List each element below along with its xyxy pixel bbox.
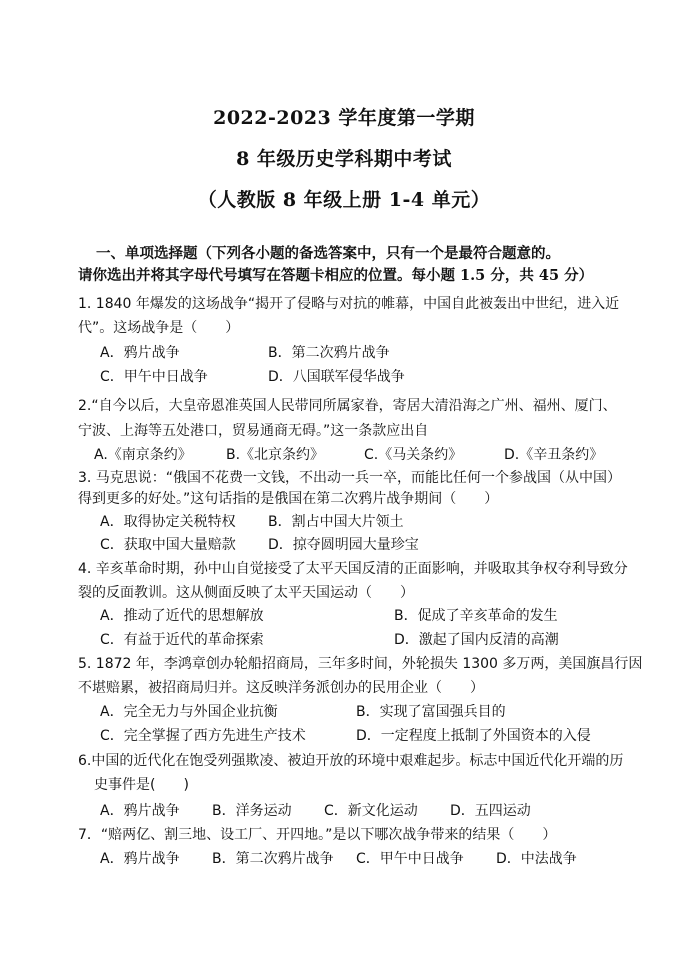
question-2-text-line2: 宁波、上海等五处港口，贸易通商无碍。”这一条款应出自: [78, 423, 429, 439]
question-7-text-line1: 7．“赔两亿、割三地、设工厂、开四地。”是以下哪次战争带来的结果（ ）: [78, 827, 557, 843]
question-5-option-d[interactable]: D．一定程度上抵制了外国资本的入侵: [356, 728, 591, 744]
question-1-option-c[interactable]: C．甲午中日战争: [100, 369, 208, 385]
section-heading-line1: 一、单项选择题（下列各小题的备选答案中，只有一个是最符合题意的。: [96, 245, 560, 262]
question-4-option-d[interactable]: D．激起了国内反清的高潮: [394, 632, 559, 648]
question-3-text-line2: 得到更多的好处。”这句话指的是俄国在第二次鸦片战争期间（ ）: [78, 491, 499, 507]
question-4-option-c[interactable]: C．有益于近代的革命探索: [100, 632, 264, 648]
question-4-text-line2: 裂的反面教训。这从侧面反映了太平天国运动（ ）: [78, 585, 414, 601]
question-5-option-b[interactable]: B．实现了富国强兵目的: [356, 704, 506, 720]
question-5-text-line2: 不堪赔累，被招商局归并。这反映洋务派创办的民用企业（ ）: [78, 680, 484, 696]
question-7-option-d[interactable]: D．中法战争: [496, 851, 577, 867]
question-3-option-c[interactable]: C．获取中国大量赔款: [100, 537, 236, 553]
question-3-option-a[interactable]: A．取得协定关税特权: [100, 514, 236, 530]
question-2-option-b[interactable]: B.《北京条约》: [226, 447, 325, 463]
exam-title-subject: 8 年级历史学科期中考试: [236, 148, 452, 170]
question-1-option-d[interactable]: D．八国联军侵华战争: [268, 369, 405, 385]
question-6-text-line1: 6.中国的近代化在饱受列强欺凌、被迫开放的环境中艰难起步。标志中国近代化开端的历: [78, 753, 624, 769]
question-6-option-c[interactable]: C．新文化运动: [324, 803, 418, 819]
question-4-text-line1: 4. 辛亥革命时期，孙中山自觉接受了太平天国反清的正面影响，并吸取其争权夺利导致分: [78, 561, 628, 577]
question-3-option-d[interactable]: D．掠夺圆明园大量珍宝: [268, 537, 419, 553]
section-heading-line2: 请你选出并将其字母代号填写在答题卡相应的位置。每小题 1.5 分，共 45 分）: [78, 267, 594, 284]
question-7-option-a[interactable]: A．鸦片战争: [100, 851, 180, 867]
question-6-text-line2: 史事件是( ): [94, 777, 189, 793]
question-6-option-d[interactable]: D．五四运动: [450, 803, 531, 819]
question-7-option-b[interactable]: B．第二次鸦片战争: [212, 851, 334, 867]
question-1-option-a[interactable]: A．鸦片战争: [100, 345, 180, 361]
question-5-option-a[interactable]: A．完全无力与外国企业抗衡: [100, 704, 278, 720]
question-6-option-b[interactable]: B．洋务运动: [212, 803, 292, 819]
question-2-text-line1: 2.“自今以后，大皇帝恩准英国人民带同所属家眷，寄居大清沿海之广州、福州、厦门、: [78, 398, 617, 414]
question-3-option-b[interactable]: B．割占中国大片领土: [268, 514, 404, 530]
question-4-option-b[interactable]: B．促成了辛亥革命的发生: [394, 608, 558, 624]
question-2-option-a[interactable]: A.《南京条约》: [94, 447, 192, 463]
question-2-option-d[interactable]: D.《辛丑条约》: [504, 447, 604, 463]
question-2-option-c[interactable]: C.《马关条约》: [364, 447, 463, 463]
question-1-text-line1: 1. 1840 年爆发的这场战争“揭开了侵略与对抗的帷幕，中国自此被轰出中世纪，进入近: [78, 296, 620, 312]
exam-title-term: 2022-2023 学年度第一学期: [213, 107, 475, 129]
question-5-option-c[interactable]: C．完全掌握了西方先进生产技术: [100, 728, 306, 744]
exam-title-scope: （人教版 8 年级上册 1-4 单元）: [197, 189, 491, 211]
question-1-option-b[interactable]: B．第二次鸦片战争: [268, 345, 390, 361]
question-6-option-a[interactable]: A．鸦片战争: [100, 803, 180, 819]
question-7-option-c[interactable]: C．甲午中日战争: [356, 851, 464, 867]
question-1-text-line2: 代”。这场战争是（ ）: [78, 320, 240, 336]
question-3-text-line1: 3. 马克思说：“俄国不花费一文钱，不出动一兵一卒，而能比任何一个参战国（从中国）: [78, 470, 622, 486]
question-4-option-a[interactable]: A．推动了近代的思想解放: [100, 608, 264, 624]
question-5-text-line1: 5. 1872 年，李鸿章创办轮船招商局，三年多时间，外轮损失 1300 多万两，美国旗昌行因: [78, 656, 643, 672]
